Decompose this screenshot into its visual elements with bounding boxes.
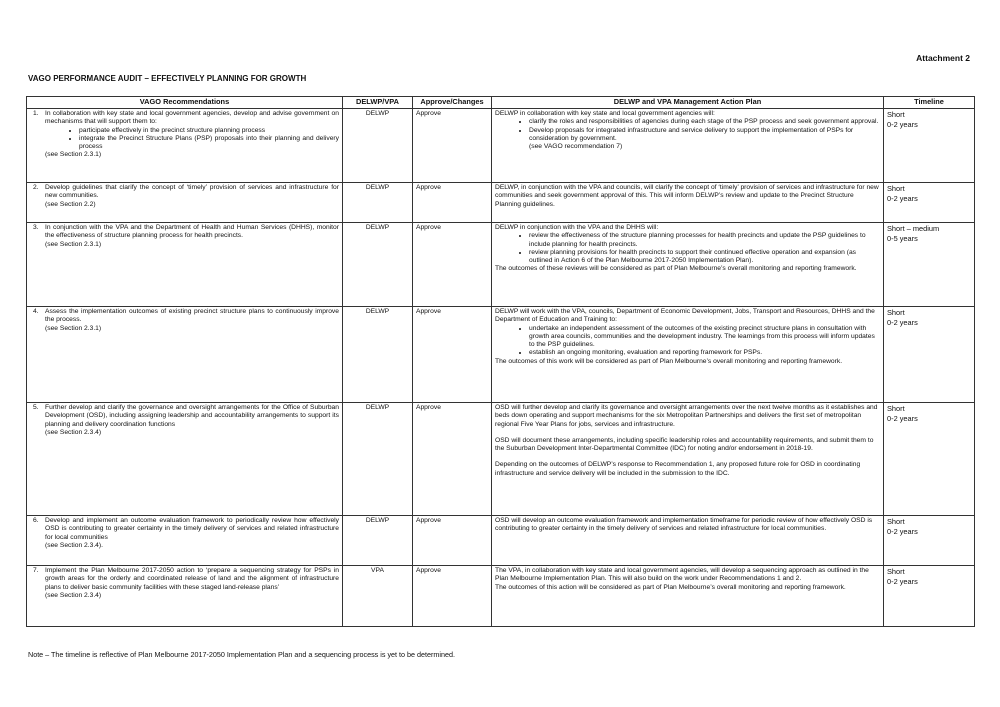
recommendation-text: In conjunction with the VPA and the Department of Health and Human Services (DHHS), monitor the effectiveness of structure planning process for health precincts. xyxy=(45,224,339,240)
owner-cell: DELWP xyxy=(343,183,413,223)
action-plan-cell xyxy=(492,109,884,183)
list-item: • clarify the roles and responsibilities of agencies during each stage of the PSP process and seek government approval. xyxy=(529,118,880,126)
approve-cell: Approve xyxy=(413,183,492,223)
section-reference: (see Section 2.3.4) xyxy=(45,591,102,599)
timeline-term: Short xyxy=(887,404,905,413)
action-plan-cell xyxy=(492,307,884,403)
owner-cell: DELWP xyxy=(343,109,413,183)
row-number: 1. xyxy=(33,110,39,117)
plan-bullets xyxy=(495,325,880,358)
list-item: • integrate the Precinct Structure Plans (PSP) proposals into their planning and delivery process xyxy=(79,135,339,152)
recommendation-cell xyxy=(27,183,343,223)
action-plan-cell xyxy=(492,223,884,307)
section-reference: (see Section 2.3.1) xyxy=(45,240,102,248)
plan-reference: (see VAGO recommendation 7) xyxy=(529,143,623,151)
action-plan-cell xyxy=(492,516,884,566)
plan-paragraph: DELWP, in conjunction with the VPA and councils, will clarify the concept of ‘timely’ provision of services and infrastructure for new communities and seek government approval of this. This will inform DELWP’s review and update to the Precinct Structure Planning guidelines. xyxy=(495,184,879,208)
table-header-row xyxy=(27,97,975,109)
timeline-years: 0-2 years xyxy=(887,414,918,423)
recommendation-cell xyxy=(27,516,343,566)
timeline-years: 0-2 years xyxy=(887,527,918,536)
plan-bullets xyxy=(495,118,880,143)
row-number: 3. xyxy=(33,224,39,231)
timeline-years: 0-2 years xyxy=(887,318,918,327)
recommendation-cell xyxy=(27,307,343,403)
plan-intro: DELWP will work with the VPA, councils, Department of Economic Development, Jobs, Transport and Resources, DHHS and the Department of Education and Training to: xyxy=(495,308,875,324)
row-number: 7. xyxy=(33,567,39,574)
recommendation-text: Further develop and clarify the governance and oversight arrangements for the Office of Suburban Development (OSD), including assigning leadership and accountability arrangements to support its planning and delivery coordination functions xyxy=(45,404,339,428)
timeline-years: 0-2 years xyxy=(887,577,918,586)
owner-cell: VPA xyxy=(343,566,413,627)
timeline-note: Note – The timeline is reflective of Plan Melbourne 2017-2050 Implementation Plan and a sequencing process is yet to be determined. xyxy=(28,650,455,659)
section-reference: (see Section 2.3.4) xyxy=(45,428,102,436)
header-approve: Approve/Changes xyxy=(413,97,492,109)
list-item: • Develop proposals for integrated infrastructure and service delivery to support the implementation of PSPs for consideration by government. xyxy=(529,127,880,144)
recommendation-text: In collaboration with key state and local government agencies, develop and advise government on mechanisms that will support them to: xyxy=(45,110,339,126)
list-item: • review planning provisions for health precincts to support their continued effective operation and expansion (as outlined in Action 6 of the Plan Melbourne 2017-2050 Implementation Plan). xyxy=(529,249,880,266)
attachment-label: Attachment 2 xyxy=(916,53,970,63)
list-item: • review the effectiveness of the structure planning processes for health precincts and update the PSP guidelines to include planning for health precincts. xyxy=(529,232,880,249)
timeline-term: Short xyxy=(887,567,905,576)
timeline-years: 0-2 years xyxy=(887,120,918,129)
list-item: • participate effectively in the precinct structure planning process xyxy=(79,127,339,135)
recommendation-text: Develop and implement an outcome evaluation framework to periodically review how effectively OSD is contributing to greater certainty in the timely delivery of services and related infrastructure for local communities xyxy=(45,517,339,541)
owner-cell: DELWP xyxy=(343,307,413,403)
row-number: 5. xyxy=(33,404,39,411)
recommendation-text: Assess the implementation outcomes of existing precinct structure plans to continuously improve the process. xyxy=(45,308,339,324)
header-action-plan: DELWP and VPA Management Action Plan xyxy=(492,97,884,109)
table-row xyxy=(27,307,975,403)
timeline-cell xyxy=(884,307,975,403)
document-title: VAGO PERFORMANCE AUDIT – EFFECTIVELY PLANNING FOR GROWTH xyxy=(28,74,307,83)
approve-cell: Approve xyxy=(413,403,492,516)
timeline-cell xyxy=(884,566,975,627)
recommendation-text: Develop guidelines that clarify the concept of ‘timely’ provision of services and infrastructure for new communities. xyxy=(45,184,339,200)
timeline-years: 0-5 years xyxy=(887,234,918,243)
recommendation-text: Implement the Plan Melbourne 2017-2050 action to ‘prepare a sequencing strategy for PSPs in growth areas for the orderly and coordinated release of land and the alignment of infrastructure plans to deliver basic community facilities with these staged land-release plans’ xyxy=(45,567,339,591)
plan-intro: DELWP in collaboration with key state and local government agencies will: xyxy=(495,110,715,117)
row-number: 6. xyxy=(33,517,39,524)
approve-cell: Approve xyxy=(413,516,492,566)
section-reference: (see Section 2.3.1) xyxy=(45,324,102,332)
action-plan-cell xyxy=(492,403,884,516)
row-number: 4. xyxy=(33,308,39,315)
timeline-term: Short xyxy=(887,110,905,119)
plan-paragraph: OSD will develop an outcome evaluation framework and implementation timeframe for periodic review of how effectively OSD is contributing to greater certainty in the timely delivery of services and related infrastructure for local communities. xyxy=(495,517,873,533)
recommendation-cell xyxy=(27,566,343,627)
table-row xyxy=(27,109,975,183)
owner-cell: DELWP xyxy=(343,403,413,516)
timeline-term: Short xyxy=(887,308,905,317)
action-plan-cell xyxy=(492,566,884,627)
recommendation-cell xyxy=(27,223,343,307)
timeline-years: 0-2 years xyxy=(887,194,918,203)
recommendation-bullets xyxy=(45,127,339,152)
table-row xyxy=(27,516,975,566)
approve-cell: Approve xyxy=(413,109,492,183)
header-recommendations: VAGO Recommendations xyxy=(27,97,343,109)
approve-cell: Approve xyxy=(413,566,492,627)
timeline-term: Short xyxy=(887,517,905,526)
section-reference: (see Section 2.3.4). xyxy=(45,541,103,549)
approve-cell: Approve xyxy=(413,307,492,403)
action-plan-cell xyxy=(492,183,884,223)
plan-paragraph: OSD will further develop and clarify its governance and oversight arrangements over the next twelve months as it establishes and beds down operating and support mechanisms for the six Metropolitan Partnerships and delivers the first set of metropolitan regional Five Year Plans for jobs, services and infrastructure. xyxy=(495,404,878,428)
table-row xyxy=(27,183,975,223)
list-item: • undertake an independent assessment of the outcomes of the existing precinct structure plans in consultation with growth area councils, communities and the development industry. The learnings from this process will inform updates to the PSP guidelines. xyxy=(529,325,880,350)
header-timeline: Timeline xyxy=(884,97,975,109)
timeline-cell xyxy=(884,183,975,223)
timeline-term: Short xyxy=(887,184,905,193)
timeline-cell xyxy=(884,223,975,307)
recommendations-table xyxy=(26,96,975,627)
plan-bullets xyxy=(495,232,880,265)
plan-paragraph: The outcomes of this action will be considered as part of Plan Melbourne’s overall monitoring and reporting framework. xyxy=(495,583,846,591)
table-row xyxy=(27,403,975,516)
plan-outro: The outcomes of these reviews will be considered as part of Plan Melbourne’s overall monitoring and reporting framework. xyxy=(495,265,857,273)
row-number: 2. xyxy=(33,184,39,191)
recommendation-cell xyxy=(27,109,343,183)
owner-cell: DELWP xyxy=(343,516,413,566)
recommendation-cell xyxy=(27,403,343,516)
owner-cell: DELWP xyxy=(343,223,413,307)
table-row xyxy=(27,223,975,307)
timeline-cell xyxy=(884,516,975,566)
timeline-term: Short – medium xyxy=(887,224,940,233)
plan-paragraph: OSD will document these arrangements, including specific leadership roles and accountability requirements, and submit them to the Suburban Development Inter-Departmental Committee (IDC) for noting and/or endorsement in 2018-19. xyxy=(495,436,874,453)
plan-paragraph: Depending on the outcomes of DELWP’s response to Recommendation 1, any proposed future role for OSD in coordinating infrastructure and service delivery will be included in the submission to the IDC. xyxy=(495,461,861,477)
plan-paragraph: The VPA, in collaboration with key state and local government agencies, will develop a sequencing approach as outlined in the Plan Melbourne Implementation Plan. This will also build on the work under Recommendations 1 and 2. xyxy=(495,567,869,583)
plan-outro: The outcomes of this work will be considered as part of Plan Melbourne’s overall monitoring and reporting framework. xyxy=(495,357,843,365)
timeline-cell xyxy=(884,403,975,516)
timeline-cell xyxy=(884,109,975,183)
header-owner: DELWP/VPA xyxy=(343,97,413,109)
table-row xyxy=(27,566,975,627)
section-reference: (see Section 2.3.1) xyxy=(45,151,102,159)
plan-intro: DELWP in conjunction with the VPA and the DHHS will: xyxy=(495,224,659,231)
section-reference: (see Section 2.2) xyxy=(45,200,96,208)
approve-cell: Approve xyxy=(413,223,492,307)
list-item: • establish an ongoing monitoring, evaluation and reporting framework for PSPs. xyxy=(529,349,880,357)
